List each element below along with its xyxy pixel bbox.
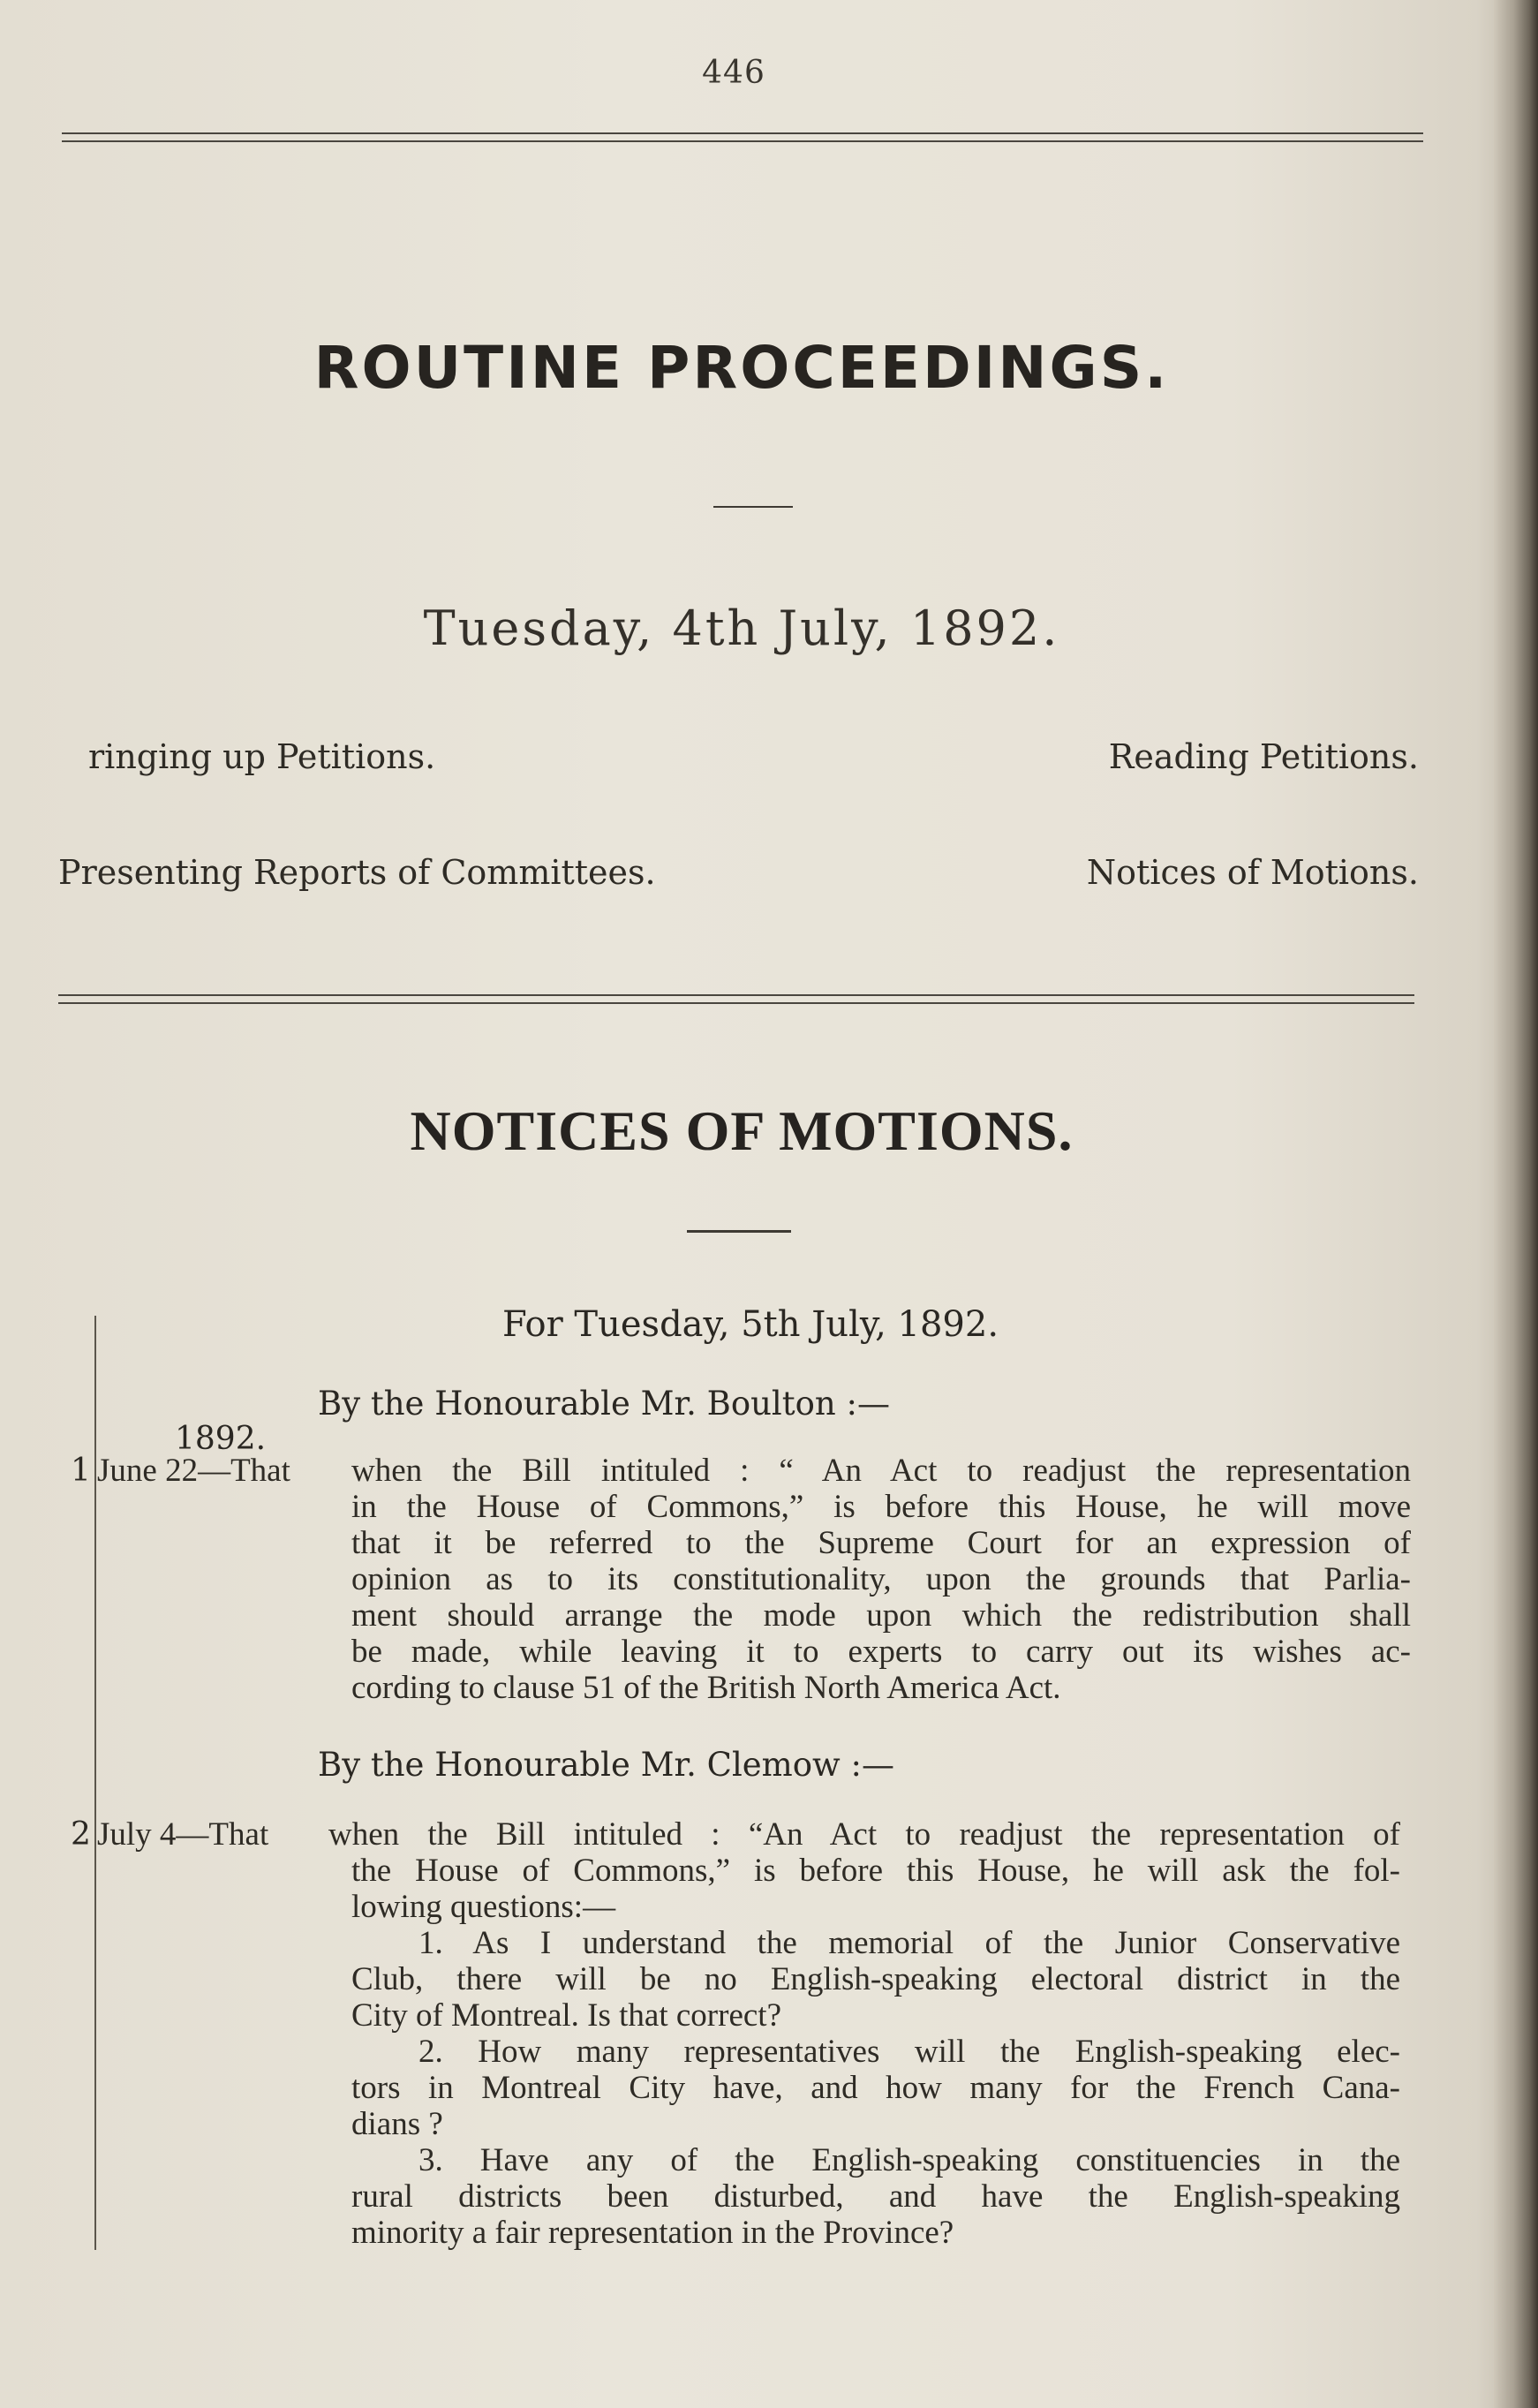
sitting-date: Tuesday, 4th July, 1892. <box>423 600 1060 656</box>
question-line: Club, there will be no English-speaking electoral district in the <box>351 1961 1400 1997</box>
motion-2-line: the House of Commons,” is before this House, he will ask the fol- <box>351 1853 1400 1889</box>
motion-2-line: when the Bill intituled : “An Act to readjust the representation of <box>328 1816 1400 1853</box>
section-short-rule <box>687 1230 791 1233</box>
book-spine-shadow <box>1494 0 1538 2408</box>
motion-1-line: that it be referred to the Supreme Court for an expression of <box>351 1525 1411 1561</box>
motion-2-body <box>351 1853 1400 1925</box>
routine-item-presenting-reports: Presenting Reports of Committees. <box>58 853 656 892</box>
question-2 <box>351 2034 1400 2142</box>
question-line: tors in Montreal City have, and how many for the French Cana- <box>351 2070 1400 2106</box>
motion-1-line: cording to clause 51 of the British North America Act. <box>351 1670 1061 1706</box>
motion-1-text <box>351 1453 1411 1489</box>
motion-1-line: be made, while leaving it to experts to carry out its wishes ac- <box>351 1634 1411 1670</box>
motion-2-text <box>328 1816 1400 1853</box>
title-short-rule <box>713 506 793 508</box>
question-3 <box>351 2142 1400 2251</box>
question-line: 3. Have any of the English-speaking constituencies in the <box>418 2142 1400 2178</box>
routine-item-reading-petitions: Reading Petitions. <box>1108 737 1419 776</box>
motion-1-line: when the Bill intituled : “ An Act to readjust the representation <box>351 1453 1411 1489</box>
motion-1-line: in the House of Commons,” is before this House, he will move <box>351 1489 1411 1525</box>
question-line: 1. As I understand the memorial of the Junior Conservative <box>418 1925 1400 1961</box>
motion-1-number: 1 <box>71 1453 91 1489</box>
motion-2-date: July 4—That <box>97 1816 269 1853</box>
question-line: rural districts been disturbed, and have the English-speaking <box>351 2178 1400 2215</box>
motion-2-mover: By the Honourable Mr. Clemow :— <box>318 1746 894 1784</box>
section-title: NOTICES OF MOTIONS. <box>410 1099 1074 1162</box>
routine-item-bringing-up-petitions: ringing up Petitions. <box>88 737 436 776</box>
page-title: ROUTINE PROCEEDINGS. <box>313 334 1170 402</box>
motion-1-body <box>351 1489 1411 1706</box>
question-line: minority a fair representation in the Province? <box>351 2215 954 2251</box>
page-number: 446 <box>702 55 765 91</box>
header-double-rule <box>62 132 1423 142</box>
section-double-rule <box>58 994 1414 1004</box>
question-line: City of Montreal. Is that correct? <box>351 1997 781 2034</box>
motion-2-line: lowing questions:— <box>351 1889 616 1925</box>
motion-1-date: June 22—That <box>97 1453 290 1489</box>
question-1 <box>351 1925 1400 2034</box>
margin-rule <box>94 1316 96 2250</box>
motion-1-line: opinion as to its constitutionality, upon the grounds that Parlia- <box>351 1561 1411 1597</box>
motion-2-number: 2 <box>71 1816 91 1853</box>
year-label: 1892. <box>175 1421 267 1457</box>
routine-item-notices-of-motions: Notices of Motions. <box>1086 853 1419 892</box>
question-line: 2. How many representatives will the English-speaking elec- <box>418 2034 1400 2070</box>
motion-1-line: ment should arrange the mode upon which the redistribution shall <box>351 1597 1411 1634</box>
notice-for-date: For Tuesday, 5th July, 1892. <box>501 1304 999 1345</box>
question-line: dians ? <box>351 2106 443 2142</box>
motion-1-mover: By the Honourable Mr. Boulton :— <box>318 1385 890 1423</box>
